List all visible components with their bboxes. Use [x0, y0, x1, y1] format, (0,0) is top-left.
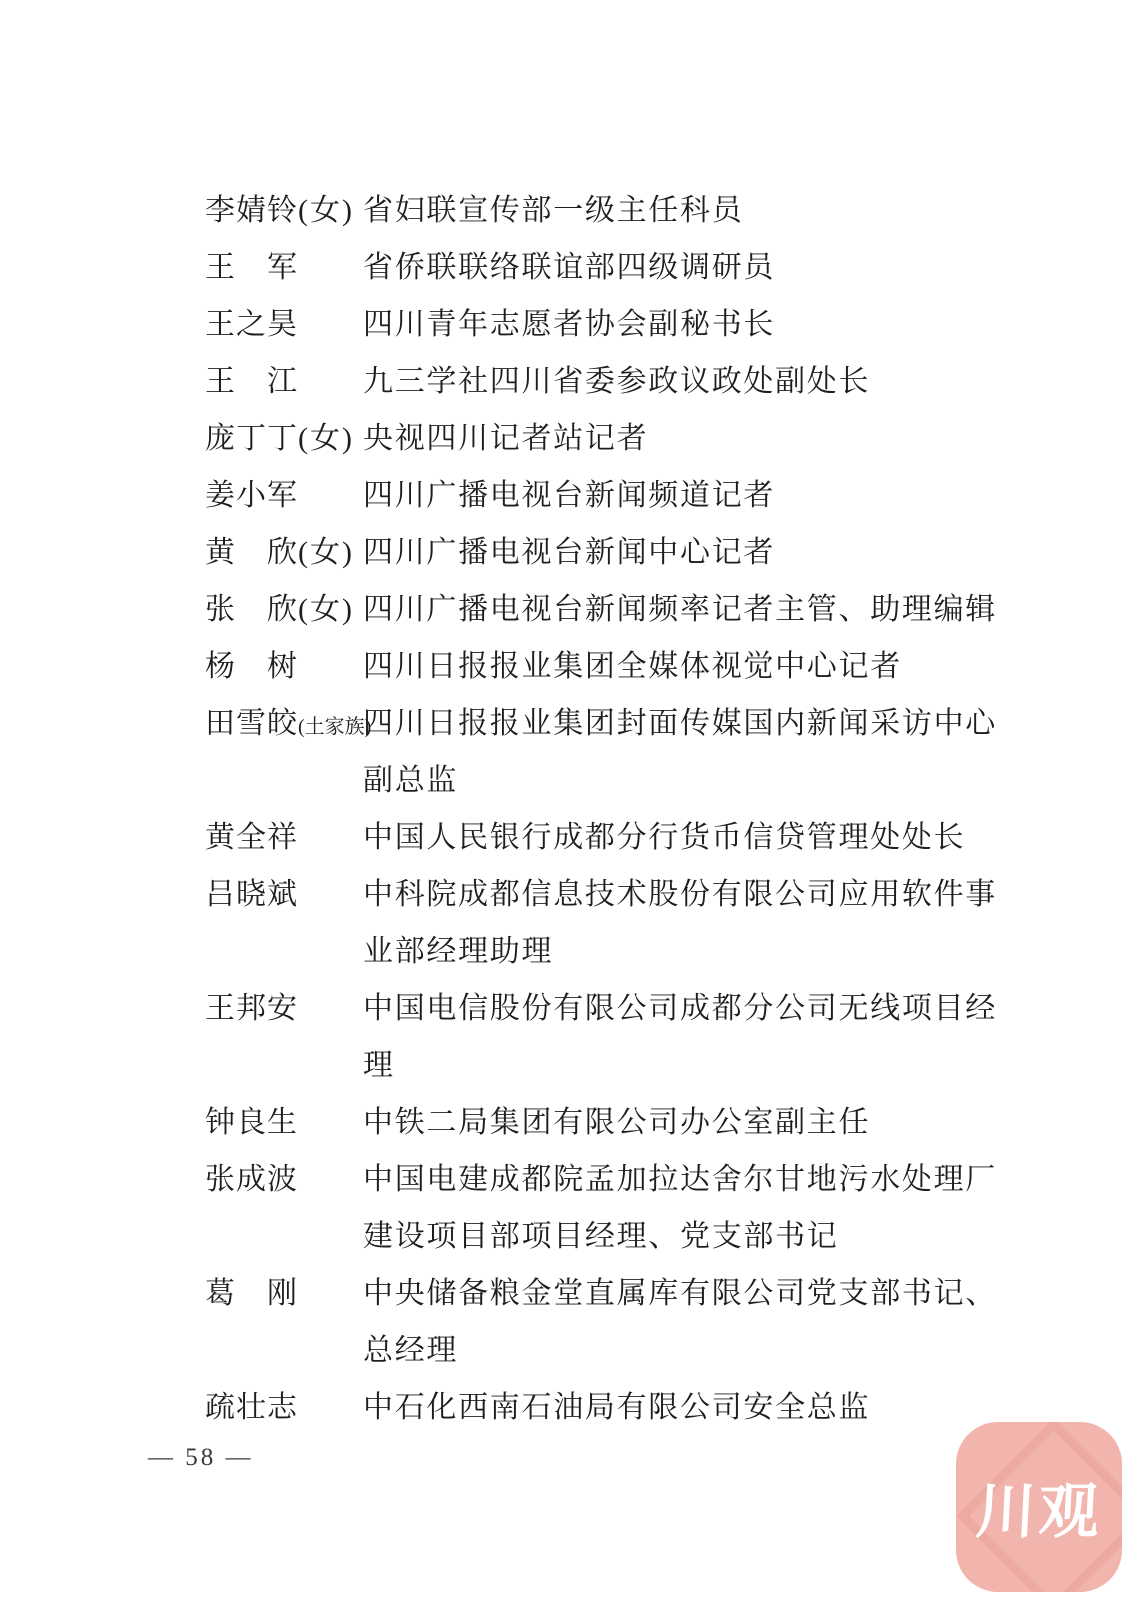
- roster-entry: [205, 1379, 1005, 1436]
- person-name: 王邦安: [205, 992, 298, 1025]
- person-name: 黄全祥: [205, 821, 298, 854]
- person-name-col: [205, 296, 363, 353]
- person-title: 中石化西南石油局有限公司安全总监: [363, 1391, 871, 1424]
- person-name: 田雪皎: [205, 707, 298, 740]
- person-name-col: [205, 581, 363, 638]
- person-title: 省侨联联络联谊部四级调研员: [363, 251, 776, 284]
- person-title: 四川青年志愿者协会副秘书长: [363, 308, 776, 341]
- person-name-col: [205, 353, 363, 410]
- person-title: 中国电建成都院孟加拉达舍尔甘地污水处理厂建设项目部项目经理、党支部书记: [363, 1163, 997, 1253]
- page-footer: [148, 1444, 254, 1472]
- person-name-col: [205, 809, 363, 866]
- chuanguan-logo-icon: [956, 1422, 1122, 1592]
- person-name: 疏壮志: [205, 1391, 298, 1424]
- person-name-col: [205, 182, 363, 239]
- roster-entry: [205, 1151, 1005, 1265]
- person-name: 王 江: [205, 365, 298, 398]
- person-name: 李婧铃: [205, 194, 298, 227]
- person-name: 张 欣: [205, 593, 298, 626]
- person-name-col: [205, 239, 363, 296]
- person-attribute: (土家族): [298, 716, 372, 738]
- person-name: 吕晓斌: [205, 878, 298, 911]
- person-name: 钟良生: [205, 1106, 298, 1139]
- person-name: 葛 刚: [205, 1277, 298, 1310]
- person-title: 四川广播电视台新闻中心记者: [363, 536, 776, 569]
- roster-entry: [205, 695, 1005, 809]
- roster-entry: [205, 1094, 1005, 1151]
- roster-entry: [205, 866, 1005, 980]
- person-attribute: (女): [298, 536, 354, 569]
- person-title: 中铁二局集团有限公司办公室副主任: [363, 1106, 871, 1139]
- person-title: 中国电信股份有限公司成都分公司无线项目经理: [363, 992, 997, 1082]
- person-title: 中央储备粮金堂直属库有限公司党支部书记、总经理: [363, 1277, 997, 1367]
- roster-entry: [205, 581, 1005, 638]
- person-name: 姜小军: [205, 479, 298, 512]
- award-roster-list: [205, 182, 1005, 1436]
- person-name: 杨 树: [205, 650, 298, 683]
- person-title: 中国人民银行成都分行货币信贷管理处处长: [363, 821, 966, 854]
- roster-entry: [205, 182, 1005, 239]
- roster-entry: [205, 638, 1005, 695]
- roster-entry: [205, 1265, 1005, 1379]
- roster-entry: [205, 809, 1005, 866]
- person-name-col: [205, 1265, 363, 1322]
- person-name-col: [205, 410, 363, 467]
- person-name-col: [205, 1379, 363, 1436]
- person-name: 王 军: [205, 251, 298, 284]
- person-name: 张成波: [205, 1163, 298, 1196]
- person-title: 四川广播电视台新闻频道记者: [363, 479, 776, 512]
- person-title: 四川日报报业集团全媒体视觉中心记者: [363, 650, 902, 683]
- person-name-col: [205, 1094, 363, 1151]
- roster-entry: [205, 467, 1005, 524]
- roster-entry: [205, 296, 1005, 353]
- person-name-col: [205, 695, 372, 756]
- person-name-col: [205, 524, 363, 581]
- person-name-col: [205, 467, 363, 524]
- person-name-col: [205, 866, 363, 923]
- person-attribute: (女): [298, 422, 354, 455]
- person-title: 中科院成都信息技术股份有限公司应用软件事业部经理助理: [363, 878, 997, 968]
- person-title: 省妇联宣传部一级主任科员: [363, 194, 744, 227]
- person-title: 四川日报报业集团封面传媒国内新闻采访中心副总监: [363, 707, 997, 797]
- person-title: 四川广播电视台新闻频率记者主管、助理编辑: [363, 593, 997, 626]
- roster-entry: [205, 353, 1005, 410]
- person-attribute: (女): [298, 194, 354, 227]
- person-title: 央视四川记者站记者: [363, 422, 649, 455]
- person-name-col: [205, 1151, 363, 1208]
- roster-entry: [205, 239, 1005, 296]
- roster-entry: [205, 980, 1005, 1094]
- person-attribute: (女): [298, 593, 354, 626]
- roster-entry: [205, 524, 1005, 581]
- person-name: 庞丁丁: [205, 422, 298, 455]
- page-number: — 58 —: [148, 1444, 254, 1471]
- person-name: 黄 欣: [205, 536, 298, 569]
- roster-entry: [205, 410, 1005, 467]
- logo-text: 川观: [973, 1477, 1104, 1547]
- person-name-col: [205, 638, 363, 695]
- person-title: 九三学社四川省委参政议政处副处长: [363, 365, 871, 398]
- person-name-col: [205, 980, 363, 1037]
- person-name: 王之昊: [205, 308, 298, 341]
